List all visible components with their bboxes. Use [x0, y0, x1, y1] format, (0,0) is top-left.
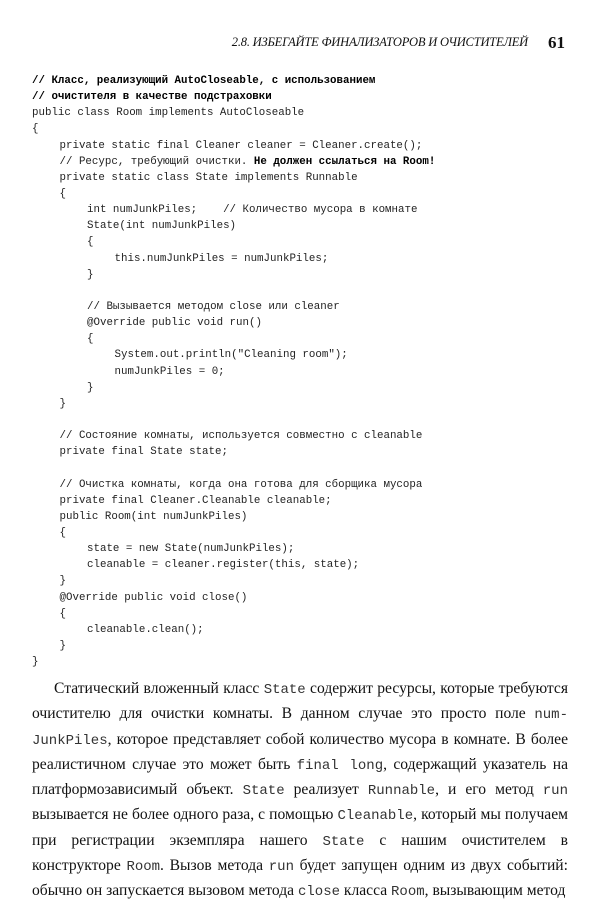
- code-line: [32, 347, 435, 363]
- code-segment: cleanable = cleaner.register(this, state);: [87, 559, 360, 572]
- code-line: [32, 218, 435, 234]
- code-segment: // Ресурс, требующий очистки.: [59, 155, 254, 168]
- code-line: [32, 105, 435, 121]
- inline-code: Cleanable: [337, 808, 414, 825]
- code-line: [32, 73, 435, 89]
- code-line: [32, 154, 435, 170]
- code-segment: {: [32, 123, 39, 136]
- body-paragraph: [32, 677, 568, 905]
- code-line: [32, 121, 435, 137]
- code-bold-segment: Не должен ссылаться на Room!: [253, 155, 436, 168]
- code-segment: private static class State implements Runnable: [59, 171, 358, 184]
- inline-code: close: [297, 884, 340, 901]
- code-line: [32, 186, 435, 202]
- code-segment: }: [59, 639, 66, 652]
- text-segment: . Вызов метода: [160, 857, 269, 875]
- code-line: [32, 364, 435, 380]
- code-segment: private static final Cleaner cleaner = Cleaner.create();: [59, 139, 423, 152]
- code-line: [32, 412, 435, 428]
- code-line: [32, 315, 435, 331]
- code-segment: {: [59, 187, 66, 200]
- inline-code: Room: [391, 884, 425, 901]
- code-line: [32, 622, 435, 638]
- code-segment: }: [59, 575, 66, 588]
- page-header: [0, 33, 600, 53]
- code-line: [32, 541, 435, 557]
- code-line: [32, 590, 435, 606]
- code-line: [32, 89, 435, 105]
- code-line: [32, 251, 435, 267]
- code-line: [32, 138, 435, 154]
- code-segment: {: [87, 333, 94, 346]
- text-segment: класса: [340, 882, 392, 900]
- code-line: [32, 380, 435, 396]
- code-line: [32, 299, 435, 315]
- code-segment: // Состояние комнаты, используется совместно с cleanable: [59, 430, 423, 443]
- code-segment: numJunkPiles = 0;: [114, 365, 225, 378]
- code-line: [32, 170, 435, 186]
- code-segment: }: [87, 381, 94, 394]
- code-bold-segment: // Класс, реализующий AutoCloseable, с использованием: [32, 75, 376, 87]
- inline-code: run: [542, 783, 568, 800]
- inline-code: final long: [296, 757, 384, 774]
- code-segment: this.numJunkPiles = numJunkPiles;: [114, 252, 329, 265]
- text-segment: с нашим очистителем в конструкторе: [32, 831, 568, 875]
- code-segment: state = new State(numJunkPiles);: [87, 543, 295, 556]
- code-segment: {: [59, 607, 66, 620]
- inline-code: State: [242, 783, 285, 800]
- page-number: 61: [548, 33, 565, 52]
- text-segment: реализует: [284, 781, 368, 799]
- code-segment: // Очистка комнаты, когда она готова для сборщика мусора: [59, 478, 423, 491]
- inline-code: Runnable: [367, 783, 436, 800]
- code-segment: private final Cleaner.Cleanable cleanable;: [59, 494, 332, 507]
- code-line: [32, 396, 435, 412]
- code-line: [32, 557, 435, 573]
- code-segment: {: [87, 236, 94, 249]
- code-segment: public class Room implements AutoCloseable: [32, 107, 305, 120]
- code-line: [32, 267, 435, 283]
- code-line: [32, 283, 435, 299]
- inline-code: numJunkPiles: [32, 707, 568, 749]
- code-line: [32, 573, 435, 589]
- code-line: [32, 428, 435, 444]
- code-segment: }: [59, 397, 66, 410]
- text-segment: содержит ресурсы, которые требуются очистителю для очистки комнаты. В данном случае это просто поле: [32, 680, 568, 723]
- code-segment: int numJunkPiles; // Количество мусора в комнате: [87, 204, 418, 217]
- code-line: [32, 525, 435, 541]
- code-segment: System.out.println("Cleaning room");: [114, 349, 348, 362]
- code-segment: }: [32, 656, 39, 669]
- text-segment: , вызывающим метод: [424, 882, 566, 900]
- code-line: [32, 509, 435, 525]
- code-line: [32, 477, 435, 493]
- text-segment: , который мы получаем при регистрации экземпляра нашего: [32, 806, 568, 849]
- code-segment: @Override public void run(): [87, 317, 262, 330]
- inline-code: Room: [126, 859, 161, 876]
- text-segment: вызывается не более одного раза, с помощью: [32, 806, 338, 824]
- code-line: [32, 654, 435, 670]
- text-segment: будет запущен одним из двух событий: обычно он запускается вызовом метода: [32, 857, 568, 900]
- code-line: [32, 202, 435, 218]
- text-segment: , и его метод: [435, 781, 543, 799]
- code-line: [32, 331, 435, 347]
- code-segment: // Вызывается методом close или cleaner: [87, 300, 340, 313]
- running-title: 2.8. ИЗБЕГАЙТЕ ФИНАЛИЗАТОРОВ И ОЧИСТИТЕЛЕЙ: [231, 35, 528, 49]
- text-segment: , которое представляет собой количество мусора в комнате. В более реалистичном случае это может быть: [32, 730, 568, 773]
- code-line: [32, 493, 435, 509]
- code-segment: private final State state;: [59, 446, 228, 459]
- inline-code: State: [322, 833, 365, 850]
- code-segment: @Override public void close(): [59, 591, 248, 604]
- code-line: [32, 638, 435, 654]
- code-line: [32, 234, 435, 250]
- code-bold-segment: // очистителя в качестве подстраховки: [32, 91, 272, 104]
- inline-code: State: [263, 682, 306, 698]
- code-line: [32, 444, 435, 460]
- code-listing: [32, 73, 435, 670]
- text-segment: , содержащий указатель на платформозависимый объект.: [32, 755, 568, 799]
- code-segment: public Room(int numJunkPiles): [59, 510, 248, 523]
- code-segment: {: [59, 526, 66, 539]
- code-line: [32, 606, 435, 622]
- code-segment: State(int numJunkPiles): [87, 220, 237, 233]
- code-line: [32, 460, 435, 476]
- text-segment: Статический вложенный класс: [54, 680, 264, 697]
- inline-code: run: [268, 859, 294, 876]
- code-segment: cleanable.clean();: [87, 623, 204, 636]
- code-segment: }: [87, 268, 94, 281]
